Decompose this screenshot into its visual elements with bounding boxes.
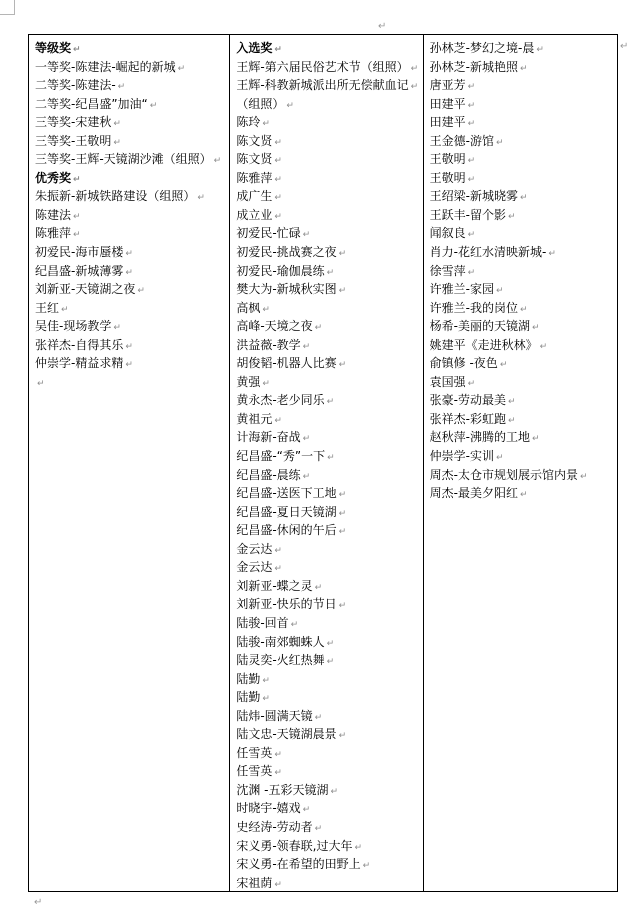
entry-text: 陆骏-回首: [236, 615, 289, 630]
paragraph-mark: ↵: [302, 434, 311, 445]
entry-text: 初爱民-忙碌: [236, 226, 301, 241]
entry-line[interactable]: [236, 558, 422, 577]
paragraph-mark: ↵: [338, 286, 347, 297]
table-column-2: [229, 35, 422, 891]
entry-text: 陆炜-圆满天镜: [236, 708, 313, 723]
entry-line[interactable]: [430, 299, 617, 318]
paragraph-mark: ↵: [467, 82, 476, 93]
paragraph-mark: ↵: [302, 471, 311, 482]
entry-line[interactable]: [236, 521, 422, 540]
awards-table: [28, 34, 618, 892]
entry-line[interactable]: [430, 132, 617, 151]
entry-line[interactable]: [236, 224, 422, 243]
paragraph-mark: ↵: [137, 286, 145, 297]
entry-text: 袁国强: [429, 374, 466, 389]
entry-line[interactable]: [430, 428, 617, 447]
entry-text: 俞镇修 -夜色: [429, 356, 498, 371]
paragraph-mark: ↵: [520, 490, 528, 501]
paragraph-mark: ↵: [326, 638, 335, 649]
paragraph-mark: ↵: [125, 360, 133, 371]
entry-text: 成广生: [236, 189, 273, 204]
entry-line[interactable]: [430, 76, 617, 95]
entry-line[interactable]: [236, 206, 422, 225]
entry-text: 纪昌盛-休闲的午后: [236, 523, 337, 538]
paragraph-mark: ↵: [314, 323, 323, 334]
entry-text: 许雅兰-家园: [429, 282, 494, 297]
paragraph-mark: ↵: [113, 323, 121, 334]
entry-line[interactable]: [236, 95, 422, 114]
paragraph-mark: ↵: [274, 174, 282, 185]
entry-line[interactable]: [236, 762, 422, 781]
entry-line[interactable]: [236, 577, 422, 596]
paragraph-mark: ↵: [338, 508, 347, 519]
entry-line[interactable]: [35, 113, 229, 132]
entry-line[interactable]: [236, 336, 422, 355]
entry-text: 纪昌盛-“秀”一下: [236, 449, 326, 464]
entry-text: 任雪英: [236, 745, 273, 760]
entry-line[interactable]: [35, 224, 229, 243]
paragraph-mark: ↵: [262, 378, 270, 389]
entry-text: 陈文贤: [236, 133, 273, 148]
entry-line[interactable]: [236, 428, 422, 447]
entry-line[interactable]: [430, 58, 617, 77]
entry-text: 王红: [35, 300, 60, 315]
entry-text: 刘新亚-蝶之灵: [236, 578, 313, 593]
entry-line[interactable]: [35, 262, 229, 281]
entry-line[interactable]: [35, 373, 229, 392]
entry-line[interactable]: [236, 614, 422, 633]
paragraph-mark: ↵: [330, 786, 339, 797]
paragraph-mark: ↵: [274, 137, 282, 148]
entry-text: 刘新亚-快乐的节日: [236, 597, 337, 612]
paragraph-mark: ↵: [262, 675, 270, 686]
entry-text: 成立业: [236, 207, 273, 222]
entry-line[interactable]: [236, 688, 422, 707]
entry-text: 樊大为-新城秋实图: [236, 282, 337, 297]
entry-text: 张豪-劳动最美: [429, 393, 506, 408]
entry-text: 初爱民-挑战赛之夜: [236, 245, 337, 260]
paragraph-mark: ↵: [327, 453, 335, 464]
entry-line[interactable]: [236, 150, 422, 169]
entry-text: 王敬明: [429, 152, 466, 167]
entry-text: 王敬明: [429, 170, 466, 185]
entry-text: 三等奖-宋建秋: [35, 115, 112, 130]
entry-text: 王辉-第六届民俗艺术节（组照）: [236, 59, 409, 74]
paragraph-mark: ↵: [274, 193, 282, 204]
paragraph-mark: ↵: [326, 397, 335, 408]
entry-text: 肖力-花红水清映新城-: [429, 245, 547, 260]
entry-line[interactable]: [430, 336, 617, 355]
entry-text: 宋祖荫: [236, 875, 273, 890]
paragraph-mark: ↵: [326, 267, 335, 278]
entry-line[interactable]: [430, 39, 617, 58]
paragraph-mark: ↵: [274, 415, 282, 426]
paragraph-mark: ↵: [73, 45, 81, 55]
paragraph-mark: ↵: [274, 545, 282, 556]
entry-line[interactable]: [236, 447, 422, 466]
entry-text: 闻叙良: [429, 226, 466, 241]
section-heading[interactable]: [35, 39, 229, 58]
entry-text: 陆骏-南郊蜘蛛人: [236, 634, 325, 649]
entry-line[interactable]: [430, 484, 617, 503]
entry-text: 黄祖元: [236, 411, 273, 426]
paragraph-mark: ↵: [302, 230, 311, 241]
table-column-1: [29, 35, 229, 891]
paragraph-mark: ↵: [532, 434, 540, 445]
entry-text: 徐雪萍: [429, 263, 466, 278]
entry-line[interactable]: [236, 781, 422, 800]
paragraph-mark: ↵: [290, 619, 299, 630]
paragraph-mark: ↵: [467, 378, 476, 389]
entry-line[interactable]: [430, 354, 617, 373]
entry-text: 仲崇学-实训: [429, 449, 494, 464]
entry-line[interactable]: [236, 299, 422, 318]
paragraph-mark: ↵: [274, 564, 282, 575]
entry-text: 等级奖: [35, 41, 72, 55]
entry-line[interactable]: [430, 243, 617, 262]
section-heading[interactable]: [236, 39, 422, 58]
paragraph-mark: ↵: [467, 267, 476, 278]
paragraph-mark: ↵: [177, 63, 186, 74]
paragraph-mark: ↵: [274, 749, 282, 760]
paragraph-mark: ↵: [354, 842, 363, 853]
entry-line[interactable]: [430, 187, 617, 206]
entry-line[interactable]: [430, 206, 617, 225]
paragraph-mark: ↵: [539, 341, 548, 352]
paragraph-mark: ↵: [338, 490, 347, 501]
entry-line[interactable]: [35, 150, 229, 169]
entry-line[interactable]: [236, 317, 422, 336]
entry-text: 陆勤: [236, 671, 261, 686]
entry-line[interactable]: [35, 299, 229, 318]
paragraph-mark: ↵: [467, 100, 476, 111]
paragraph-mark-right: ↵: [620, 41, 629, 52]
paragraph-mark: ↵: [499, 360, 508, 371]
page-corner-mark: [0, 0, 15, 15]
paragraph-mark: ↵: [467, 230, 476, 241]
paragraph-mark: ↵: [302, 805, 311, 816]
entry-text: 时晓宇-嬉戏: [236, 801, 301, 816]
entry-text: 王绍梁-新城晓雾: [429, 189, 518, 204]
entry-text: 王辉-科教新城派出所无偿献血记: [236, 78, 409, 93]
entry-text: 孙林芝-新城艳照: [429, 59, 518, 74]
entry-text: 纪昌盛-新城薄雾: [35, 263, 124, 278]
entry-line[interactable]: [236, 466, 422, 485]
paragraph-mark: ↵: [125, 341, 133, 352]
paragraph-mark: ↵: [274, 879, 282, 890]
entry-line[interactable]: [430, 169, 617, 188]
paragraph-mark: ↵: [508, 397, 516, 408]
paragraph-mark: ↵: [197, 193, 205, 204]
paragraph-mark: ↵: [274, 45, 282, 55]
entry-line[interactable]: [236, 280, 422, 299]
entry-text: 王金德-游馆: [429, 133, 494, 148]
paragraph-mark: ↵: [262, 694, 270, 705]
entry-text: 张祥杰-彩虹跑: [429, 411, 506, 426]
entry-line[interactable]: [236, 837, 422, 856]
entry-text: 黄永杰-老少同乐: [236, 393, 325, 408]
entry-text: 朱振新-新城铁路建设（组照）: [35, 189, 196, 204]
entry-line[interactable]: [35, 95, 229, 114]
entry-text: 优秀奖: [35, 170, 72, 185]
entry-text: 黄强: [236, 374, 261, 389]
entry-text: 陆灵奕-火红热舞: [236, 653, 325, 668]
entry-text: 二等奖-纪昌盛”加油“: [35, 96, 148, 111]
entry-line[interactable]: [236, 354, 422, 373]
entry-text: 周杰-最美夕阳红: [429, 486, 518, 501]
entry-line[interactable]: [35, 354, 229, 373]
entry-text: 宋义勇-在希望的田野上: [236, 857, 361, 872]
entry-text: 周杰-太仓市规划展示馆内景: [429, 467, 578, 482]
paragraph-mark: ↵: [410, 82, 419, 93]
paragraph-mark: ↵: [338, 601, 347, 612]
entry-text: 高枫: [236, 300, 261, 315]
paragraph-mark: ↵: [73, 230, 81, 241]
entry-text: 计海新-奋战: [236, 430, 301, 445]
entry-line[interactable]: [236, 818, 422, 837]
paragraph-mark: ↵: [467, 119, 476, 130]
entry-text: 初爱民-海市蜃楼: [35, 245, 124, 260]
entry-line[interactable]: [430, 280, 617, 299]
paragraph-mark: ↵: [536, 45, 544, 55]
entry-line[interactable]: [430, 391, 617, 410]
paragraph-mark: ↵: [213, 156, 222, 167]
entry-line[interactable]: [35, 336, 229, 355]
entry-line[interactable]: [35, 206, 229, 225]
entry-line[interactable]: [35, 58, 229, 77]
entry-text: 仲崇学-精益求精: [35, 356, 124, 371]
entry-line[interactable]: [236, 633, 422, 652]
entry-text: 沈渊 -五彩天镜湖: [236, 782, 329, 797]
entry-text: 任雪英: [236, 764, 273, 779]
entry-line[interactable]: [236, 58, 422, 77]
paragraph-mark: ↵: [326, 657, 335, 668]
entry-text: （组照）: [236, 96, 285, 111]
entry-line[interactable]: [430, 410, 617, 429]
entry-line[interactable]: [236, 132, 422, 151]
paragraph-mark: ↵: [302, 341, 311, 352]
paragraph-mark: ↵: [37, 378, 45, 389]
paragraph-mark: ↵: [532, 323, 540, 334]
entry-line[interactable]: [430, 373, 617, 392]
paragraph-mark: ↵: [125, 267, 133, 278]
paragraph-mark: ↵: [61, 304, 69, 315]
entry-text: 陈建法: [35, 207, 72, 222]
entry-text: 一等奖-陈建法-崛起的新城: [35, 59, 176, 74]
paragraph-mark: ↵: [548, 249, 556, 260]
paragraph-mark: ↵: [338, 527, 347, 538]
entry-text: 陆勤: [236, 690, 261, 705]
paragraph-mark: ↵: [508, 415, 516, 426]
entry-line[interactable]: [236, 243, 422, 262]
entry-text: 姚建平《走进秋林》: [429, 337, 538, 352]
entry-line[interactable]: [430, 447, 617, 466]
entry-text: 陈雅萍: [35, 226, 72, 241]
paragraph-mark: ↵: [314, 712, 323, 723]
entry-text: 张祥杰-自得其乐: [35, 337, 124, 352]
entry-line[interactable]: [35, 187, 229, 206]
paragraph-mark: ↵: [274, 156, 282, 167]
paragraph-mark: ↵: [410, 63, 419, 74]
paragraph-mark: ↵: [580, 471, 588, 482]
paragraph-mark: ↵: [125, 249, 133, 260]
entry-text: 高峰-天境之夜: [236, 319, 313, 334]
entry-text: 入选奖: [236, 41, 273, 55]
entry-text: 纪昌盛-送医下工地: [236, 486, 337, 501]
entry-text: 陆文忠-天镜湖晨景: [236, 727, 337, 742]
entry-text: 纪昌盛-晨练: [236, 467, 301, 482]
paragraph-mark: ↵: [149, 100, 158, 111]
entry-text: 宋义勇-领春联,过大年: [236, 838, 353, 853]
entry-line[interactable]: [430, 317, 617, 336]
paragraph-mark: ↵: [520, 63, 528, 74]
entry-text: 许雅兰-我的岗位: [429, 300, 518, 315]
paragraph-mark: ↵: [520, 193, 528, 204]
entry-line[interactable]: [236, 670, 422, 689]
paragraph-mark: ↵: [274, 768, 282, 779]
paragraph-mark: ↵: [274, 211, 282, 222]
entry-line[interactable]: [236, 651, 422, 670]
entry-text: 金云达: [236, 560, 273, 575]
entry-line[interactable]: [430, 466, 617, 485]
entry-line[interactable]: [236, 262, 422, 281]
entry-line[interactable]: [35, 243, 229, 262]
entry-line[interactable]: [430, 95, 617, 114]
entry-line[interactable]: [236, 725, 422, 744]
entry-line[interactable]: [236, 391, 422, 410]
entry-text: 杨希-美丽的天镜湖: [429, 319, 530, 334]
entry-line[interactable]: [236, 707, 422, 726]
entry-text: 吴佳-现场教学: [35, 319, 112, 334]
entry-line[interactable]: [236, 113, 422, 132]
entry-line[interactable]: [236, 410, 422, 429]
paragraph-mark-top: ↵: [378, 21, 387, 32]
entry-text: 陈雅萍: [236, 170, 273, 185]
entry-text: 二等奖-陈建法-: [35, 78, 116, 93]
entry-line[interactable]: [236, 799, 422, 818]
paragraph-mark: ↵: [117, 82, 126, 93]
paragraph-mark: ↵: [73, 211, 81, 222]
entry-text: 史经涛-劳动者: [236, 819, 313, 834]
paragraph-mark: ↵: [496, 137, 504, 148]
paragraph-mark: ↵: [314, 582, 323, 593]
entry-line[interactable]: [35, 280, 229, 299]
paragraph-mark: ↵: [73, 174, 81, 185]
entry-line[interactable]: [236, 874, 422, 891]
paragraph-mark: ↵: [314, 823, 323, 834]
entry-line[interactable]: [236, 76, 422, 95]
entry-line[interactable]: [35, 317, 229, 336]
paragraph-mark: ↵: [496, 453, 504, 464]
entry-line[interactable]: [236, 855, 422, 874]
entry-line[interactable]: [35, 76, 229, 95]
entry-line[interactable]: [430, 262, 617, 281]
entry-text: 赵秋萍-沸腾的工地: [429, 430, 530, 445]
entry-text: 陈玲: [236, 115, 261, 130]
entry-text: 金云达: [236, 541, 273, 556]
entry-line[interactable]: [430, 224, 617, 243]
entry-line[interactable]: [236, 503, 422, 522]
entry-line[interactable]: [35, 132, 229, 151]
entry-line[interactable]: [236, 373, 422, 392]
paragraph-mark: ↵: [520, 304, 528, 315]
entry-line[interactable]: [236, 484, 422, 503]
entry-line[interactable]: [430, 113, 617, 132]
paragraph-mark: ↵: [286, 100, 294, 111]
paragraph-mark: ↵: [496, 286, 504, 297]
entry-text: 王跃丰-留个影: [429, 207, 506, 222]
entry-line[interactable]: [430, 150, 617, 169]
paragraph-mark: ↵: [262, 119, 270, 130]
paragraph-mark: ↵: [467, 174, 476, 185]
entry-text: 洪益薇-教学: [236, 337, 301, 352]
entry-text: 田建平: [429, 115, 466, 130]
entry-line[interactable]: [236, 169, 422, 188]
table-column-3: [423, 35, 617, 891]
paragraph-mark: ↵: [262, 304, 270, 315]
paragraph-mark: ↵: [338, 249, 347, 260]
entry-line[interactable]: [236, 187, 422, 206]
paragraph-mark: ↵: [508, 211, 516, 222]
entry-text: 刘新亚-天镜湖之夜: [35, 282, 136, 297]
entry-text: 田建平: [429, 96, 466, 111]
entry-text: 三等奖-王辉-天镜湖沙滩（组照）: [35, 152, 212, 167]
entry-line[interactable]: [236, 595, 422, 614]
entry-text: 纪昌盛-夏日天镜湖: [236, 504, 337, 519]
paragraph-mark: ↵: [338, 731, 347, 742]
paragraph-mark: ↵: [338, 360, 347, 371]
entry-text: 陈文贤: [236, 152, 273, 167]
entry-text: 三等奖-王敬明: [35, 133, 112, 148]
entry-line[interactable]: [236, 540, 422, 559]
entry-text: 孙林芝-梦幻之境-晨: [429, 41, 535, 55]
paragraph-mark: ↵: [362, 861, 371, 872]
paragraph-mark-bottom: ↵: [34, 897, 43, 908]
paragraph-mark: ↵: [113, 119, 121, 130]
section-heading[interactable]: [35, 169, 229, 188]
paragraph-mark: ↵: [113, 137, 121, 148]
entry-text: 胡俊韬-机器人比赛: [236, 356, 337, 371]
entry-line[interactable]: [236, 744, 422, 763]
entry-text: 初爱民-瑜伽晨练: [236, 263, 325, 278]
entry-text: 唐亚芳: [429, 78, 466, 93]
paragraph-mark: ↵: [467, 156, 476, 167]
